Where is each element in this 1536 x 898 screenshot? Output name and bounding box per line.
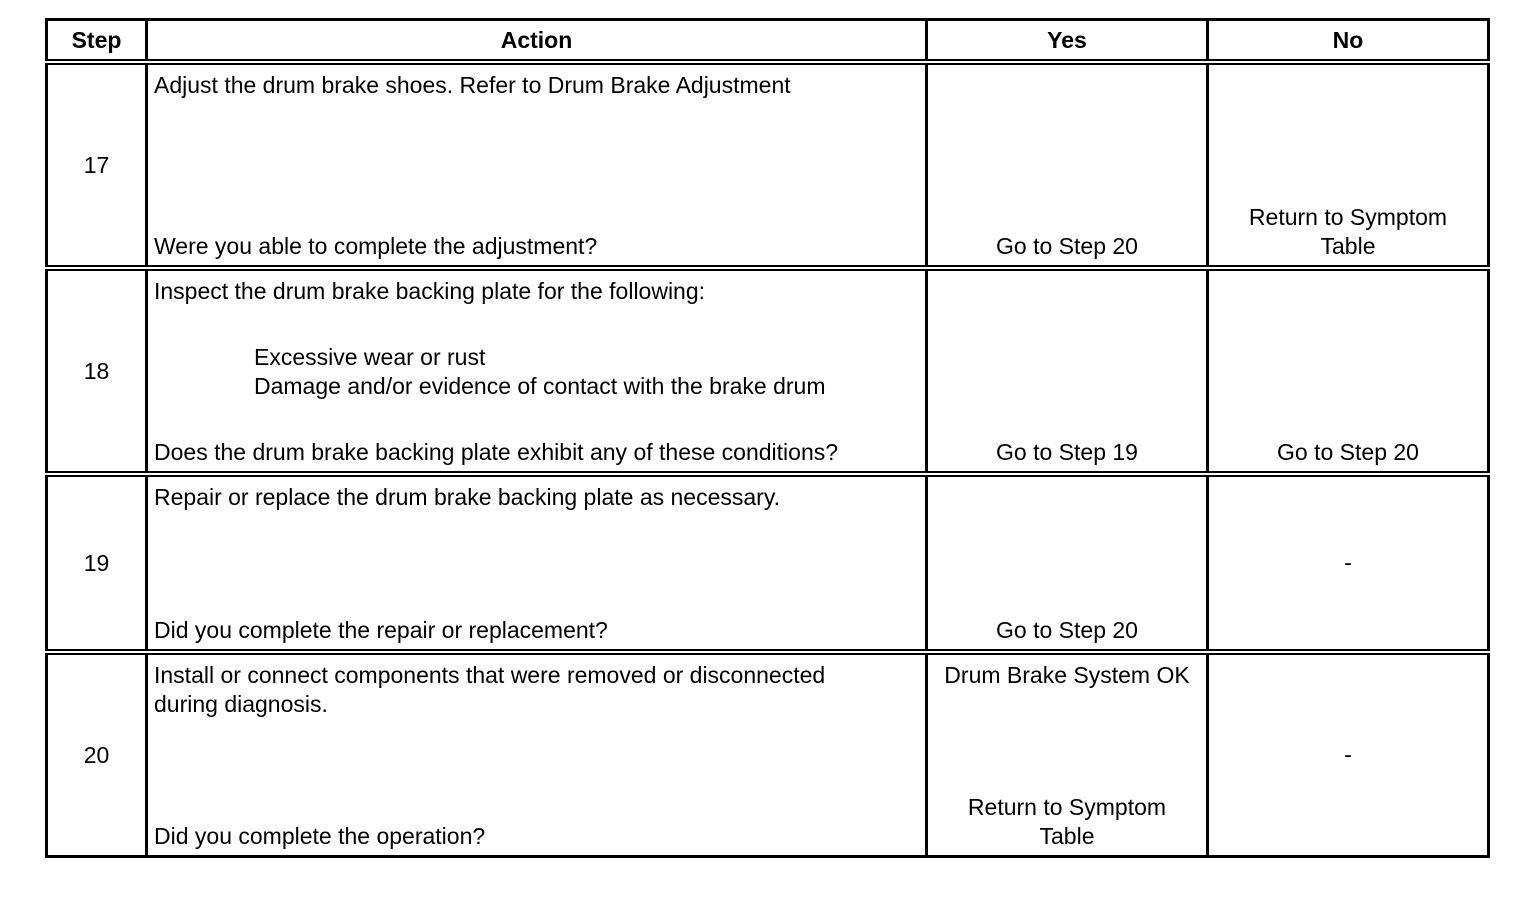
table-row-step-18 bbox=[47, 268, 1489, 474]
yes-cell bbox=[927, 474, 1208, 652]
action-question: Were you able to complete the adjustment? bbox=[154, 233, 598, 259]
no-cell bbox=[1208, 268, 1489, 474]
action-instruction: Repair or replace the drum brake backing plate as necessary. bbox=[154, 484, 781, 510]
action-instruction-line2: during diagnosis. bbox=[154, 691, 328, 717]
no-result: Go to Step 20 bbox=[1277, 439, 1419, 465]
yes-cell bbox=[927, 268, 1208, 474]
yes-cell bbox=[927, 652, 1208, 857]
yes-result: Go to Step 19 bbox=[996, 439, 1138, 465]
action-cell bbox=[147, 62, 927, 268]
action-question: Did you complete the repair or replacement? bbox=[154, 617, 608, 643]
yes-result-line1: Return to Symptom bbox=[967, 794, 1167, 820]
no-result bbox=[1209, 203, 1487, 261]
step-number: 17 bbox=[47, 62, 147, 268]
condition-item: Damage and/or evidence of contact with the brake drum bbox=[254, 373, 826, 399]
no-result-line2: Table bbox=[1320, 233, 1376, 259]
action-cell bbox=[147, 268, 927, 474]
action-cell bbox=[147, 474, 927, 652]
action-cell bbox=[147, 652, 927, 857]
header-action: Action bbox=[147, 20, 927, 63]
header-yes: Yes bbox=[927, 20, 1208, 63]
table-row-step-17 bbox=[47, 62, 1489, 268]
action-instruction: Inspect the drum brake backing plate for the following: bbox=[154, 278, 706, 304]
action-instruction: Adjust the drum brake shoes. Refer to Drum Brake Adjustment bbox=[154, 72, 791, 98]
yes-result bbox=[928, 793, 1206, 851]
diagnostic-table bbox=[45, 18, 1490, 858]
condition-item: Excessive wear or rust bbox=[254, 344, 486, 370]
header-no: No bbox=[1208, 20, 1489, 63]
yes-result-top: Drum Brake System OK bbox=[944, 662, 1190, 688]
table-row-step-19 bbox=[47, 474, 1489, 652]
diagnostic-table-sheet bbox=[45, 18, 1487, 858]
no-cell bbox=[1208, 652, 1489, 857]
action-question: Did you complete the operation? bbox=[154, 823, 486, 849]
step-number: 19 bbox=[47, 474, 147, 652]
action-instruction bbox=[154, 661, 917, 719]
condition-list bbox=[254, 343, 826, 401]
step-number: 18 bbox=[47, 268, 147, 474]
no-result: - bbox=[1344, 549, 1352, 576]
table-row-step-20 bbox=[47, 652, 1489, 857]
action-instruction-line1: Install or connect components that were removed or disconnected bbox=[154, 662, 826, 688]
step-number: 20 bbox=[47, 652, 147, 857]
yes-result-line2: Table bbox=[1039, 823, 1095, 849]
yes-cell bbox=[927, 62, 1208, 268]
action-question: Does the drum brake backing plate exhibit any of these conditions? bbox=[154, 439, 839, 465]
no-result: - bbox=[1344, 741, 1352, 768]
no-cell bbox=[1208, 62, 1489, 268]
no-result-line1: Return to Symptom bbox=[1248, 204, 1448, 230]
yes-result: Go to Step 20 bbox=[996, 617, 1138, 643]
yes-result: Go to Step 20 bbox=[996, 233, 1138, 259]
no-cell bbox=[1208, 474, 1489, 652]
header-step: Step bbox=[47, 20, 147, 63]
header-row bbox=[47, 20, 1489, 63]
